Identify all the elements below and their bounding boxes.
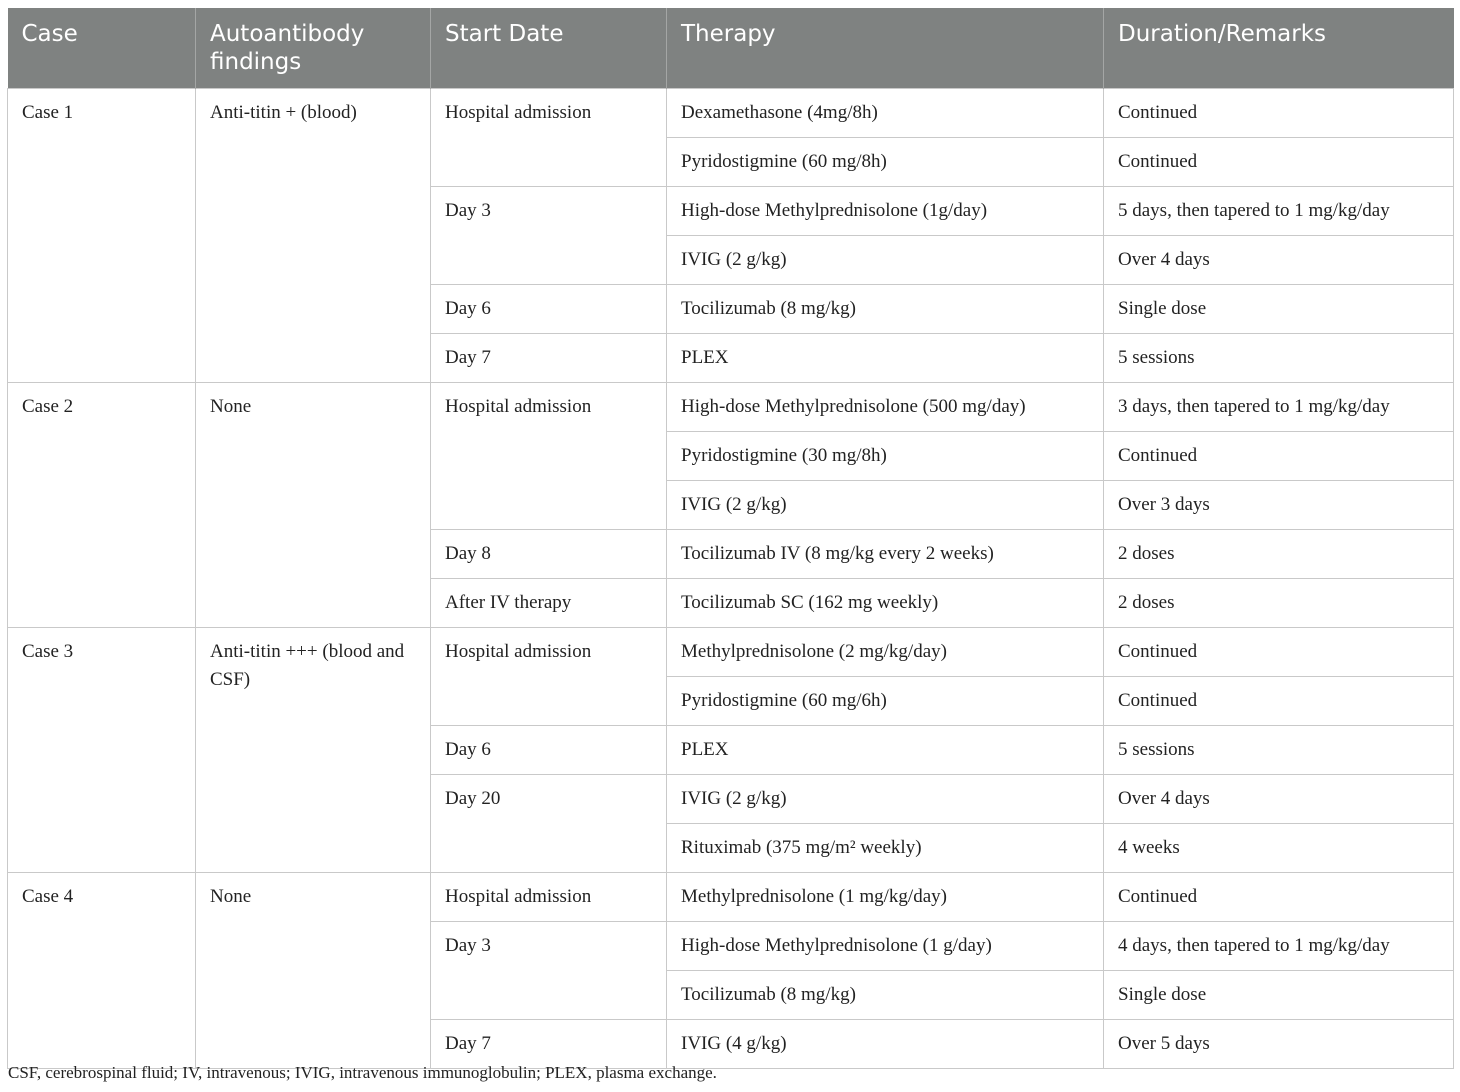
autoantibody-cell: None: [196, 873, 431, 1069]
header-therapy: Therapy: [667, 8, 1104, 89]
header-start-date: Start Date: [431, 8, 667, 89]
therapy-cell: Methylprednisolone (1 mg/kg/day): [667, 873, 1104, 922]
therapy-cell: Methylprednisolone (2 mg/kg/day): [667, 628, 1104, 677]
therapy-table-container: [7, 8, 1453, 1069]
case-cell: Case 1: [8, 89, 196, 383]
remarks-cell: 4 days, then tapered to 1 mg/kg/day: [1104, 922, 1454, 971]
table-row: [8, 873, 1454, 922]
table-row: [8, 89, 1454, 138]
table-row: [8, 628, 1454, 677]
remarks-cell: 2 doses: [1104, 530, 1454, 579]
start-date-cell: Hospital admission: [431, 89, 667, 187]
therapy-cell: Rituximab (375 mg/m² weekly): [667, 824, 1104, 873]
start-date-cell: Day 20: [431, 775, 667, 873]
autoantibody-cell: Anti-titin + (blood): [196, 89, 431, 383]
remarks-cell: Over 3 days: [1104, 481, 1454, 530]
start-date-cell: After IV therapy: [431, 579, 667, 628]
start-date-cell: Day 7: [431, 334, 667, 383]
remarks-cell: 5 sessions: [1104, 334, 1454, 383]
remarks-cell: Continued: [1104, 677, 1454, 726]
autoantibody-cell: None: [196, 383, 431, 628]
remarks-cell: Continued: [1104, 628, 1454, 677]
remarks-cell: 5 sessions: [1104, 726, 1454, 775]
start-date-cell: Day 6: [431, 285, 667, 334]
header-duration: Duration/Remarks: [1104, 8, 1454, 89]
therapy-cell: Tocilizumab SC (162 mg weekly): [667, 579, 1104, 628]
therapy-cell: PLEX: [667, 726, 1104, 775]
remarks-cell: 4 weeks: [1104, 824, 1454, 873]
therapy-cell: PLEX: [667, 334, 1104, 383]
therapy-cell: High-dose Methylprednisolone (1g/day): [667, 187, 1104, 236]
remarks-cell: Single dose: [1104, 971, 1454, 1020]
therapy-cell: IVIG (4 g/kg): [667, 1020, 1104, 1069]
autoantibody-cell: Anti-titin +++ (blood and CSF): [196, 628, 431, 873]
table-body: [8, 89, 1454, 1069]
table-header-row: [8, 8, 1454, 89]
therapy-cell: Pyridostigmine (60 mg/6h): [667, 677, 1104, 726]
header-autoantibody: Autoantibody findings: [196, 8, 431, 89]
header-case: Case: [8, 8, 196, 89]
therapy-cell: IVIG (2 g/kg): [667, 775, 1104, 824]
start-date-cell: Day 3: [431, 187, 667, 285]
start-date-cell: Day 7: [431, 1020, 667, 1069]
case-cell: Case 2: [8, 383, 196, 628]
start-date-cell: Hospital admission: [431, 628, 667, 726]
remarks-cell: 3 days, then tapered to 1 mg/kg/day: [1104, 383, 1454, 432]
remarks-cell: Single dose: [1104, 285, 1454, 334]
remarks-cell: Over 4 days: [1104, 236, 1454, 285]
case-cell: Case 3: [8, 628, 196, 873]
therapy-cell: IVIG (2 g/kg): [667, 481, 1104, 530]
remarks-cell: Continued: [1104, 138, 1454, 187]
therapy-cell: Pyridostigmine (30 mg/8h): [667, 432, 1104, 481]
start-date-cell: Day 8: [431, 530, 667, 579]
therapy-cell: High-dose Methylprednisolone (1 g/day): [667, 922, 1104, 971]
remarks-cell: Continued: [1104, 89, 1454, 138]
remarks-cell: 5 days, then tapered to 1 mg/kg/day: [1104, 187, 1454, 236]
therapy-cell: High-dose Methylprednisolone (500 mg/day): [667, 383, 1104, 432]
remarks-cell: Continued: [1104, 432, 1454, 481]
therapy-cell: Tocilizumab (8 mg/kg): [667, 971, 1104, 1020]
therapy-cell: Dexamethasone (4mg/8h): [667, 89, 1104, 138]
table-row: [8, 383, 1454, 432]
remarks-cell: Over 4 days: [1104, 775, 1454, 824]
therapy-cell: IVIG (2 g/kg): [667, 236, 1104, 285]
start-date-cell: Day 6: [431, 726, 667, 775]
remarks-cell: Over 5 days: [1104, 1020, 1454, 1069]
remarks-cell: 2 doses: [1104, 579, 1454, 628]
table-footnote: CSF, cerebrospinal fluid; IV, intravenous; IVIG, intravenous immunoglobulin; PLEX, plasma exchange.: [8, 1063, 717, 1082]
therapy-cell: Tocilizumab IV (8 mg/kg every 2 weeks): [667, 530, 1104, 579]
therapy-cell: Tocilizumab (8 mg/kg): [667, 285, 1104, 334]
case-cell: Case 4: [8, 873, 196, 1069]
start-date-cell: Hospital admission: [431, 873, 667, 922]
therapy-cell: Pyridostigmine (60 mg/8h): [667, 138, 1104, 187]
therapy-table: [7, 8, 1454, 1069]
remarks-cell: Continued: [1104, 873, 1454, 922]
start-date-cell: Hospital admission: [431, 383, 667, 530]
start-date-cell: Day 3: [431, 922, 667, 1020]
